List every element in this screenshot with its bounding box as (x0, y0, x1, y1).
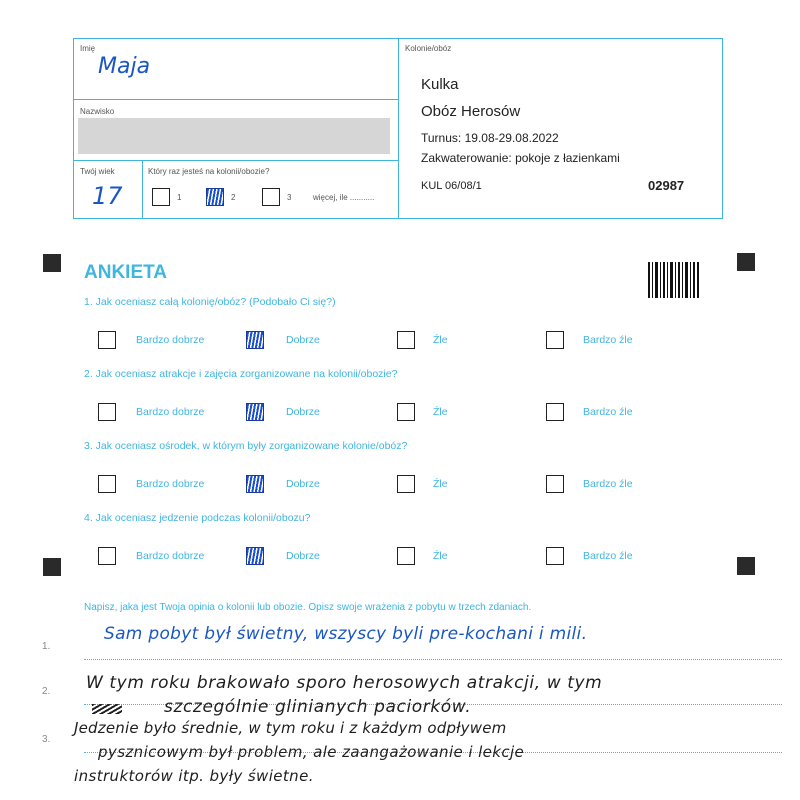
question-1-option-label: Źle (433, 334, 448, 346)
times-option-1: 1 (177, 193, 182, 202)
line-number-1: 1. (42, 641, 51, 652)
question-4-option-label: Dobrze (286, 550, 320, 562)
question-2-checkbox-3[interactable] (397, 403, 415, 421)
accommodation-row (421, 151, 620, 165)
barcode-icon (648, 262, 700, 298)
question-3-text: 3. Jak oceniasz ośrodek, w którym były zorganizowane kolonie/obóz? (84, 440, 408, 452)
camp-number: 02987 (648, 178, 685, 193)
times-label: Który raz jesteś na kolonii/obozie? (148, 167, 270, 176)
question-1-checkbox-3[interactable] (397, 331, 415, 349)
question-2-option-label: Dobrze (286, 406, 320, 418)
turn-label: Turnus: (421, 131, 462, 145)
question-4-option-label: Bardzo źle (583, 550, 633, 562)
question-4-option-label: Bardzo dobrze (136, 550, 205, 562)
question-1-checkbox-1[interactable] (98, 331, 116, 349)
surname-label: Nazwisko (80, 107, 115, 116)
question-4-checkbox-1[interactable] (98, 547, 116, 565)
opinion-line-4[interactable]: Jedzenie było średnie, w tym roku i z każdym odpływem (74, 719, 507, 737)
question-2-option-label: Źle (433, 406, 448, 418)
line-number-3: 3. (42, 734, 51, 745)
opinion-line-1[interactable]: Sam pobyt był świetny, wszyscy byli pre-kochani i mili. (104, 624, 588, 644)
line-number-2: 2. (42, 686, 51, 697)
question-1-checkbox-2[interactable] (246, 331, 264, 349)
question-2-option-label: Bardzo źle (583, 406, 633, 418)
turn-row (421, 131, 559, 145)
question-1-checkbox-4[interactable] (546, 331, 564, 349)
header-divider-name (73, 99, 398, 100)
question-3-checkbox-2[interactable] (246, 475, 264, 493)
opinion-line-6[interactable]: instruktorów itp. były świetne. (74, 767, 314, 785)
question-3-option-label: Bardzo źle (583, 478, 633, 490)
age-value[interactable]: 17 (92, 182, 123, 210)
question-4-checkbox-4[interactable] (546, 547, 564, 565)
opinion-line-5[interactable]: pysznicowym był problem, ale zaangażowanie i lekcje (98, 743, 525, 761)
surname-redacted (78, 118, 390, 154)
question-1-text: 1. Jak oceniasz całą kolonię/obóz? (Podobało Ci się?) (84, 296, 336, 308)
question-3-checkbox-1[interactable] (98, 475, 116, 493)
question-3-option-label: Dobrze (286, 478, 320, 490)
question-1-option-label: Bardzo źle (583, 334, 633, 346)
registration-marker-top-left (43, 254, 61, 272)
opinion-line-3[interactable]: szczególnie glinianych paciorków. (164, 697, 472, 717)
camp-code: KUL 06/08/1 (421, 180, 482, 192)
registration-marker-bottom-left (43, 558, 61, 576)
question-1-option-label: Dobrze (286, 334, 320, 346)
question-3-option-label: Bardzo dobrze (136, 478, 205, 490)
question-4-checkbox-3[interactable] (397, 547, 415, 565)
opinion-prompt: Napisz, jaka jest Twoja opinia o kolonii lub obozie. Opisz swoje wrażenia z pobytu w trzech zdaniach. (84, 602, 532, 613)
question-3-checkbox-3[interactable] (397, 475, 415, 493)
camp-title: Obóz Herosów (421, 103, 521, 120)
camp-name: Kulka (421, 76, 459, 93)
question-3-checkbox-4[interactable] (546, 475, 564, 493)
age-label: Twój wiek (80, 167, 115, 176)
name-label: Imię (80, 44, 96, 53)
opinion-line-2[interactable]: W tym roku brakowało sporo herosowych atrakcji, w tym (86, 673, 603, 693)
survey-title: ANKIETA (84, 262, 168, 283)
times-more: więcej, ile ........... (313, 193, 375, 202)
accommodation-value: pokoje z łazienkami (515, 151, 620, 165)
question-2-checkbox-2[interactable] (246, 403, 264, 421)
question-2-text: 2. Jak oceniasz atrakcje i zajęcia zorganizowane na kolonii/obozie? (84, 368, 398, 380)
question-2-checkbox-1[interactable] (98, 403, 116, 421)
camp-label: Kolonie/obóz (405, 44, 452, 53)
times-checkbox-1[interactable] (152, 188, 170, 206)
header-divider-age (142, 160, 143, 219)
question-4-option-label: Źle (433, 550, 448, 562)
question-4-text: 4. Jak oceniasz jedzenie podczas kolonii/obozu? (84, 512, 311, 524)
question-1-option-label: Bardzo dobrze (136, 334, 205, 346)
registration-marker-top-right (737, 253, 755, 271)
question-2-checkbox-4[interactable] (546, 403, 564, 421)
times-checkbox-2[interactable] (206, 188, 224, 206)
question-4-checkbox-2[interactable] (246, 547, 264, 565)
question-2-option-label: Bardzo dobrze (136, 406, 205, 418)
times-option-3: 3 (287, 193, 292, 202)
header-divider-surname (73, 160, 398, 161)
registration-marker-bottom-right (737, 557, 755, 575)
turn-value: 19.08-29.08.2022 (464, 131, 559, 145)
accommodation-label: Zakwaterowanie: (421, 151, 512, 165)
header-divider-vertical (398, 38, 399, 219)
answer-line-1 (84, 659, 782, 660)
name-value[interactable]: Maja (98, 54, 151, 79)
crossed-out-word (92, 704, 122, 714)
times-option-2: 2 (231, 193, 236, 202)
times-checkbox-3[interactable] (262, 188, 280, 206)
question-3-option-label: Źle (433, 478, 448, 490)
